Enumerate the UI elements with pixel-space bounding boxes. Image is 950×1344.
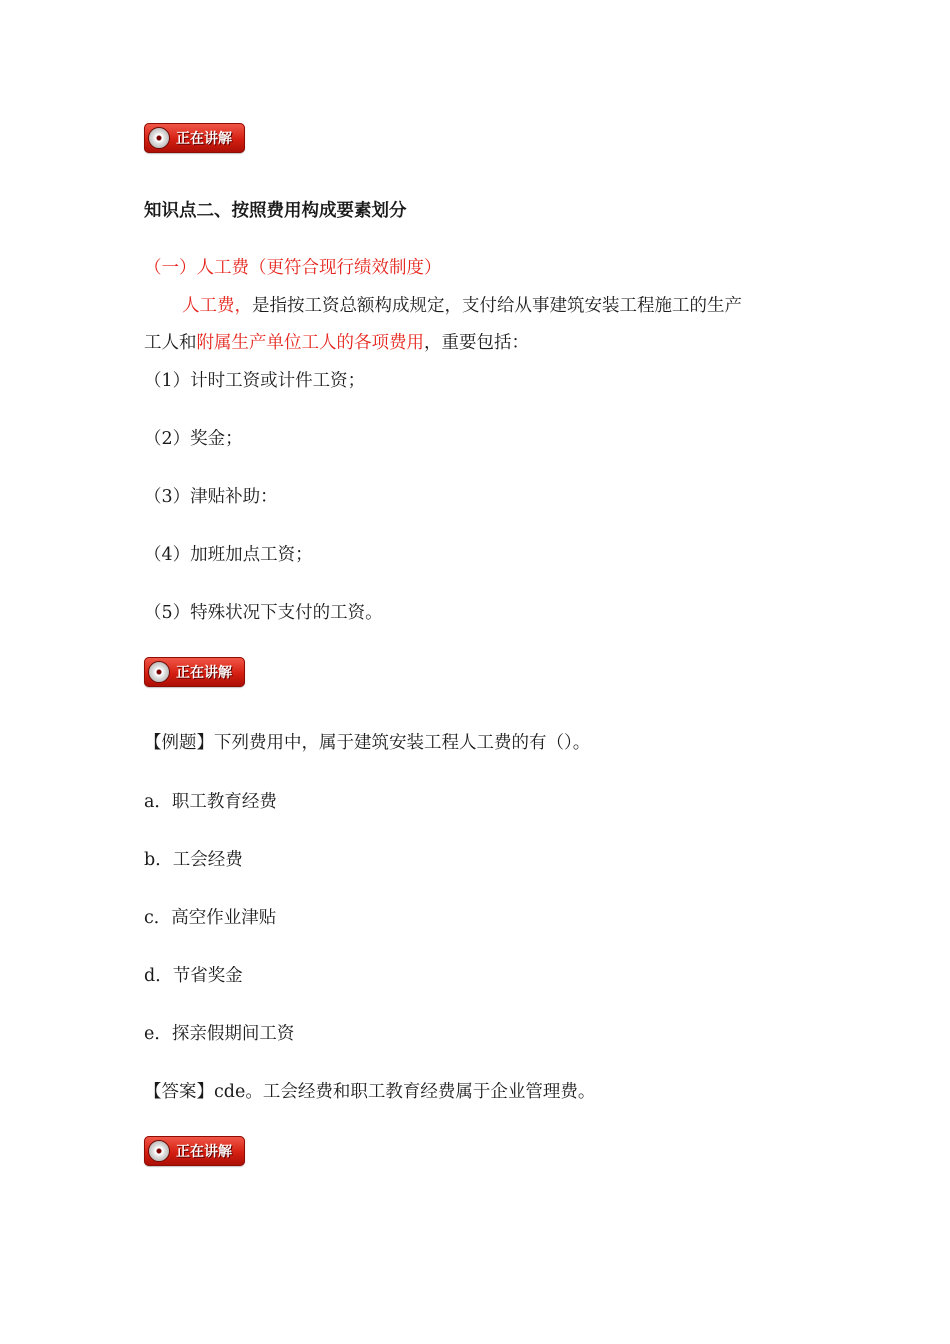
section-title: （一）人工费（更符合现行绩效制度）	[144, 258, 442, 278]
knowledge-point-heading: 知识点二、按照费用构成要素划分	[144, 201, 407, 221]
disc-icon	[148, 661, 170, 683]
lecture-badge-label: 正在讲解	[176, 665, 232, 681]
definition-line-1	[182, 294, 742, 318]
list-item: （4）加班加点工资；	[144, 545, 313, 565]
definition-text-1: 是指按工资总额构成规定，支付给从事建筑安装工程施工的生产	[252, 296, 742, 316]
option-item: a．职工教育经费	[144, 792, 277, 812]
list-item: （5）特殊状况下支付的工资。	[144, 603, 383, 623]
definition-text-2a: 工人和	[144, 333, 197, 353]
definition-highlight: 附属生产单位工人的各项费用	[196, 333, 424, 353]
option-item: e．探亲假期间工资	[144, 1024, 295, 1044]
disc-icon	[148, 1140, 170, 1162]
definition-text-2b: ，重要包括：	[424, 333, 529, 353]
lecture-badge[interactable]	[144, 123, 245, 153]
lecture-badge-label: 正在讲解	[176, 1144, 232, 1160]
answer-text: 【答案】cde。工会经费和职工教育经费属于企业管理费。	[144, 1082, 596, 1102]
list-item: （1）计时工资或计件工资；	[144, 371, 366, 391]
lecture-badge-label: 正在讲解	[176, 131, 232, 147]
disc-icon	[148, 127, 170, 149]
list-item: （3）津贴补助：	[144, 487, 278, 507]
definition-term: 人工费，	[182, 296, 252, 316]
option-item: c．高空作业津贴	[144, 908, 277, 928]
definition-line-2	[144, 331, 529, 355]
lecture-badge[interactable]	[144, 1136, 245, 1166]
lecture-badge[interactable]	[144, 657, 245, 687]
option-item: b．工会经费	[144, 850, 243, 870]
list-item: （2）奖金；	[144, 429, 243, 449]
example-question: 【例题】下列费用中，属于建筑安装工程人工费的有（）。	[144, 733, 591, 753]
option-item: d．节省奖金	[144, 966, 243, 986]
